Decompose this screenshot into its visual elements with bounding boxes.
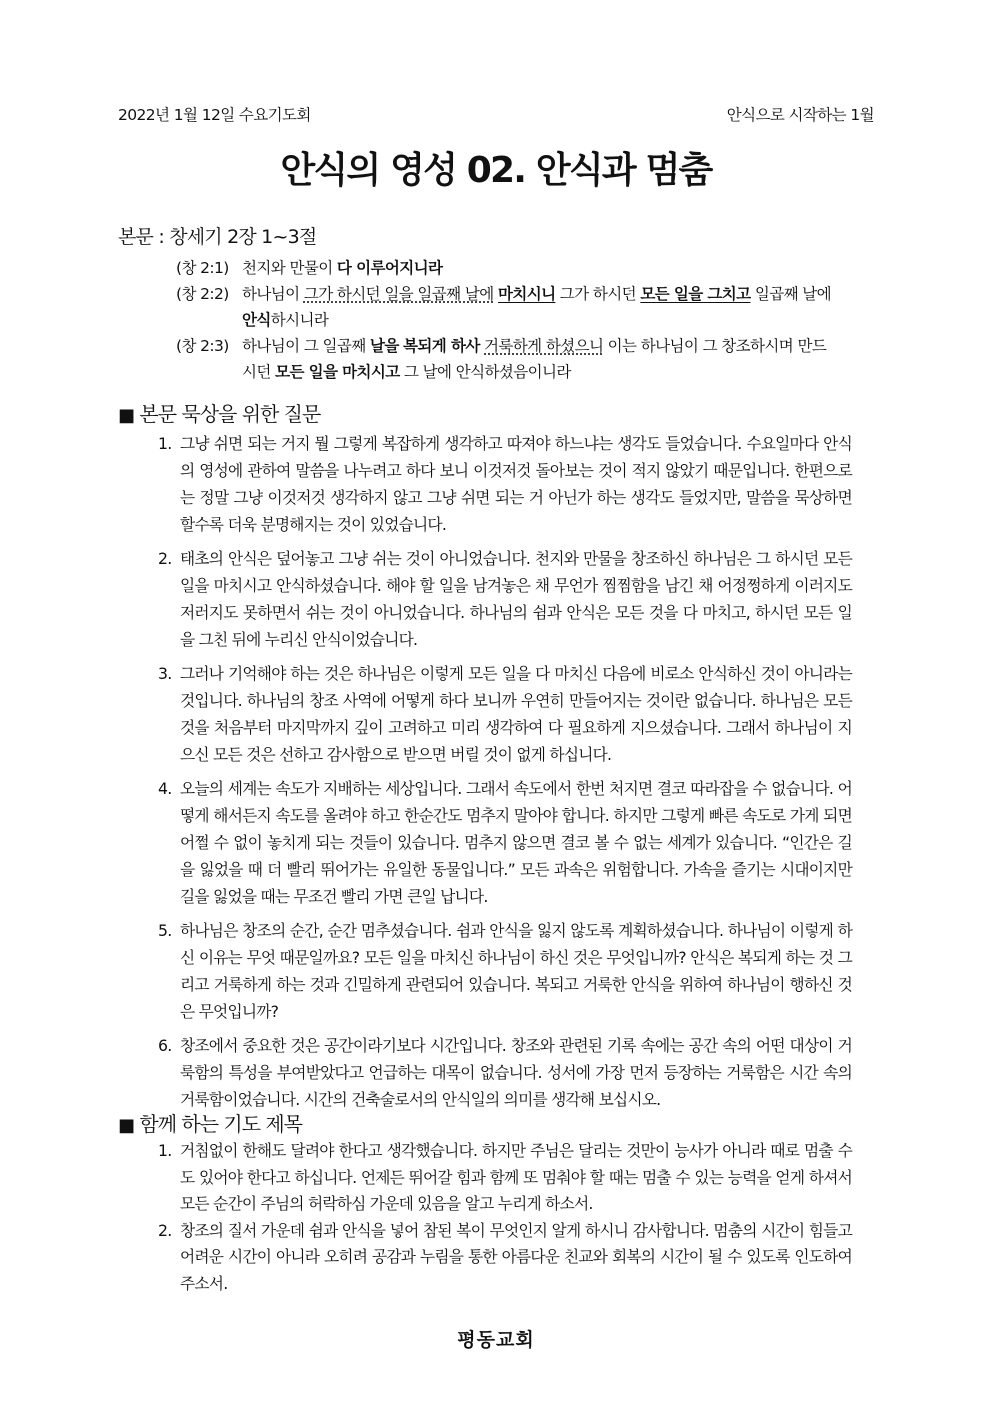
verse-number: (창 2:1) xyxy=(176,259,229,277)
verse-text: 하나님이 그 일곱째 날을 복되게 하사 거룩하게 하셨으니 이는 하나님이 그 창조하시며 만드시던 모든 일을 마치시고 그 날에 안식하셨음이니라 xyxy=(242,337,827,381)
verse-number: (창 2:2) xyxy=(176,285,229,303)
verse-number: (창 2:3) xyxy=(176,337,229,355)
section-heading-meditation xyxy=(118,398,320,427)
verse-2-3 xyxy=(176,333,836,385)
church-name-logo: 평동교회 xyxy=(457,1329,535,1351)
list-item: 1. 그냥 쉬면 되는 거지 뭘 그렇게 복잡하게 생각하고 따져야 하느냐는 생각도 들었습니다. 수요일마다 안식의 영성에 관하여 말씀을 나누려고 하다 보니 이것저것 돌아보는 것이 적지 않았기 때문입니다. 한편으로는 정말 그냥 이것저것 생각하지 않고 그냥 쉬면 되는 거 아닌가 하는 생각도 들었지만, 말씀을 묵상하면 할수록 더욱 분명해지는 것이 있었습니다. xyxy=(158,434,852,534)
verse-2-1 xyxy=(176,255,836,281)
list-item: 2. 태초의 안식은 덮어놓고 그냥 쉬는 것이 아니었습니다. 천지와 만물을 창조하신 하나님은 그 하시던 모든 일을 마치시고 안식하셨습니다. 해야 할 일을 남겨놓은 채 무언가 찜찜함을 남긴 채 어정쩡하게 이러지도 저러지도 못하면서 쉬는 것이 아니었습니다. 하나님의 쉼과 안식은 모든 것을 다 마치고, 하시던 모든 일을 그친 뒤에 누리신 안식이었습니다. xyxy=(158,549,852,649)
list-item: 1. 거침없이 한해도 달려야 한다고 생각했습니다. 하지만 주님은 달리는 것만이 능사가 아니라 때로 멈출 수도 있어야 한다고 하십니다. 언제든 뛰어갈 힘과 함께 또 멈춰야 할 때는 멈출 수 있는 능력을 얻게 하셔서 모든 순간이 주님의 허락하심 가운데 있음을 알고 누리게 하소서. xyxy=(158,1141,852,1213)
scripture-verses xyxy=(176,255,836,385)
header-series: 안식으로 시작하는 1월 xyxy=(726,106,874,124)
list-item: 5. 하나님은 창조의 순간, 순간 멈추셨습니다. 쉼과 안식을 잃지 않도록 계획하셨습니다. 하나님이 이렇게 하신 이유는 무엇 때문일까요? 모든 일을 마치신 하나님이 하신 것은 무엇입니까? 안식은 복되게 하는 것 그리고 거룩하게 하는 것과 긴밀하게 관련되어 있습니다. 복되고 거룩한 안식을 위하여 하나님이 행하신 것은 무엇입니까? xyxy=(158,921,852,1021)
page-title: 안식의 영성 02. 안식과 멈춤 xyxy=(280,150,712,191)
page-header xyxy=(118,103,874,127)
list-item: 3. 그러나 기억해야 하는 것은 하나님은 이렇게 모든 일을 다 마치신 다음에 비로소 안식하신 것이 아니라는 것입니다. 하나님의 창조 사역에 어떻게 하다 보니까 우연히 만들어지는 것이란 없습니다. 하나님은 모든 것을 처음부터 마지막까지 깊이 고려하고 미리 생각하여 다 필요하게 지으셨습니다. 그래서 하나님이 지으신 모든 것은 선하고 감사함으로 받으면 버릴 것이 없게 하십니다. xyxy=(158,664,852,764)
section-title: 함께 하는 기도 제목 xyxy=(139,1112,303,1136)
prayer-topics xyxy=(158,1138,852,1297)
section-heading-prayer xyxy=(118,1108,302,1137)
verse-text: 하나님이 그가 하시던 일을 일곱째 날에 마치시니 그가 하시던 모든 일을 그치고 일곱째 날에 안식하시니라 xyxy=(242,285,832,329)
header-date: 2022년 1월 12일 수요기도회 xyxy=(118,106,311,124)
list-item: 2. 창조의 질서 가운데 쉼과 안식을 넣어 참된 복이 무엇인지 알게 하시니 감사합니다. 멈춤의 시간이 힘들고 어려운 시간이 아니라 오히려 공감과 누림을 통한 아름다운 친교와 회복의 시간이 될 수 있도록 인도하여 주소서. xyxy=(158,1220,852,1293)
list-item: 6. 창조에서 중요한 것은 공간이라기보다 시간입니다. 창조와 관련된 기록 속에는 공간 속의 어떤 대상이 거룩함의 특성을 부여받았다고 언급하는 대목이 없습니다. 성서에 가장 먼저 등장하는 거룩함은 시간 속의 거룩함이었습니다. 시간의 건축술로서의 안식일의 의미를 생각해 보십시오. xyxy=(158,1036,852,1109)
meditation-questions xyxy=(158,430,852,1120)
square-bullet-icon: ■ xyxy=(118,405,135,426)
scripture-reference: 본문 : 창세기 2장 1~3절 xyxy=(118,226,317,248)
verse-2-2 xyxy=(176,281,836,333)
verse-text: 천지와 만물이 다 이루어지니라 xyxy=(242,259,443,277)
square-bullet-icon: ■ xyxy=(118,1115,135,1136)
section-title: 본문 묵상을 위한 질문 xyxy=(139,402,321,426)
list-item: 4. 오늘의 세계는 속도가 지배하는 세상입니다. 그래서 속도에서 한번 처지면 결코 따라잡을 수 없습니다. 어떻게 해서든지 속도를 올려야 하고 한순간도 멈추지 말아야 합니다. 하지만 그렇게 빠른 속도로 가게 되면 어쩔 수 없이 놓치게 되는 것들이 있습니다. 멈추지 않으면 결코 볼 수 없는 세계가 있습니다. “인간은 길을 잃었을 때 더 빨리 뛰어가는 유일한 동물입니다.” 모든 과속은 위험합니다. 가속을 즐기는 시대이지만 길을 잃었을 때는 무조건 빨리 가면 큰일 납니다. xyxy=(158,779,852,906)
